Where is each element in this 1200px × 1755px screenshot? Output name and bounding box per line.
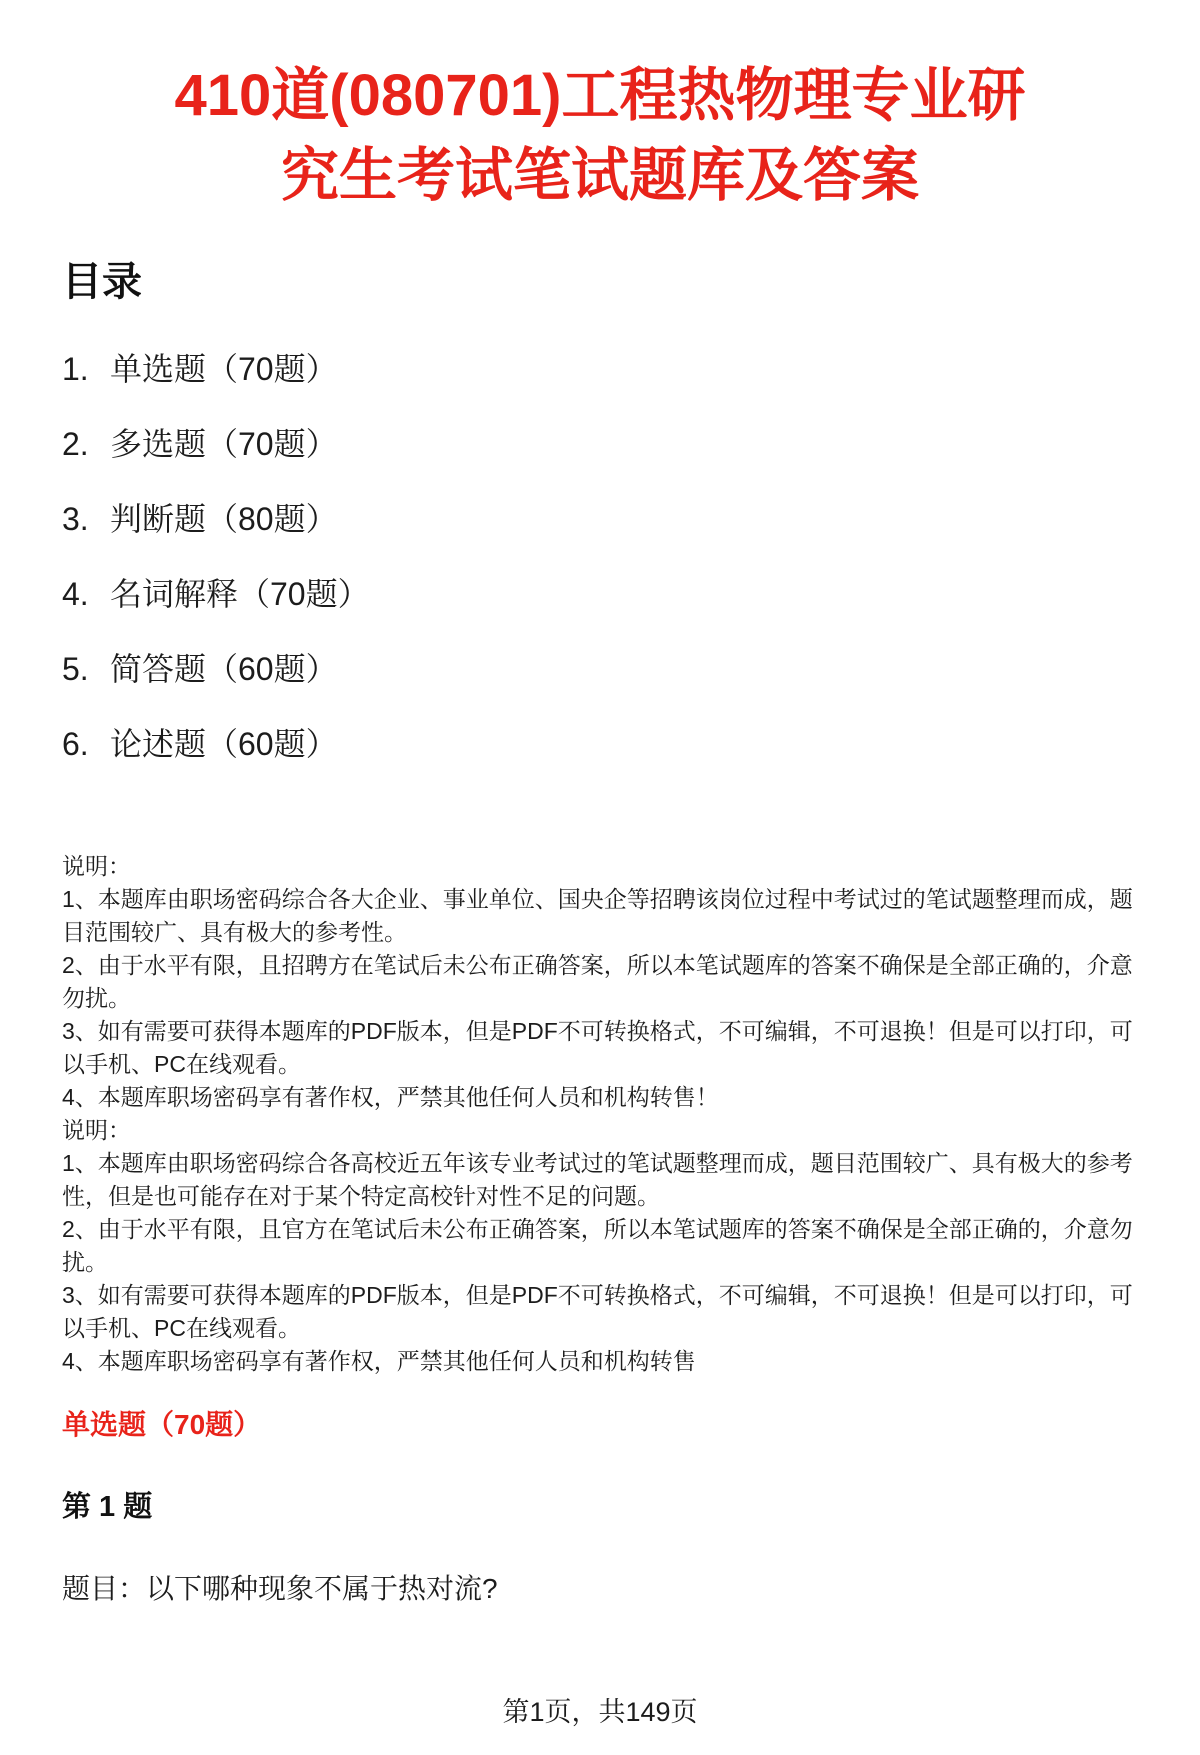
notes-block-2 [62,1114,1138,1378]
toc-item-number: 6. [62,726,89,762]
document-title [62,56,1138,216]
toc-item-label: 论述题（60题） [110,726,338,762]
toc-item-number: 5. [62,651,89,687]
notes-label: 说明： [62,853,131,879]
page-footer: 第1页，共149页 [502,1697,698,1727]
toc-item-label: 多选题（70题） [110,426,338,462]
toc-item-number: 3. [62,501,89,537]
toc-item-label: 单选题（70题） [110,351,338,387]
note-item: 4、本题库职场密码享有著作权，严禁其他任何人员和机构转售 [62,1348,696,1374]
note-item: 1、本题库由职场密码综合各高校近五年该专业考试过的笔试题整理而成，题目范围较广、具有极大的参考性，但是也可能存在对于某个特定高校针对性不足的问题。 [62,1150,1133,1209]
document-title-line1: 410道(080701)工程热物理专业研 [174,63,1026,128]
note-item: 3、如有需要可获得本题库的PDF版本，但是PDF不可转换格式，不可编辑，不可退换！但是可以打印，可以手机、PC在线观看。 [62,1282,1133,1341]
question-text: 题目：以下哪种现象不属于热对流? [62,1573,498,1604]
notes-block-1 [62,850,1138,1114]
notes-label: 说明： [62,1117,131,1143]
note-item: 2、由于水平有限，且招聘方在笔试后未公布正确答案，所以本笔试题库的答案不确保是全部正确的，介意勿扰。 [62,952,1133,1011]
toc-item-essay [62,728,1138,760]
toc-item-single-choice [62,353,1138,385]
note-item: 3、如有需要可获得本题库的PDF版本，但是PDF不可转换格式，不可编辑，不可退换！但是可以打印，可以手机、PC在线观看。 [62,1018,1133,1077]
toc-item-label: 判断题（80题） [110,501,338,537]
note-item: 2、由于水平有限，且官方在笔试后未公布正确答案，所以本笔试题库的答案不确保是全部正确的，介意勿扰。 [62,1216,1133,1275]
document-title-line2: 究生考试笔试题库及答案 [280,143,919,208]
notes-section [62,850,1138,1378]
toc-item-term-explanation [62,578,1138,610]
toc-item-short-answer [62,653,1138,685]
toc-item-number: 2. [62,426,89,462]
toc-item-true-false [62,503,1138,535]
note-item: 4、本题库职场密码享有著作权，严禁其他任何人员和机构转售！ [62,1084,719,1110]
question-number: 第 1 题 [62,1491,153,1523]
toc-item-label: 简答题（60题） [110,651,338,687]
toc-heading: 目录 [62,260,142,304]
toc-item-multi-choice [62,428,1138,460]
toc-item-number: 4. [62,576,89,612]
section-header-single-choice: 单选题（70题） [62,1409,262,1440]
toc-item-label: 名词解释（70题） [110,576,370,612]
toc-list [62,353,1138,760]
toc-item-number: 1. [62,351,89,387]
note-item: 1、本题库由职场密码综合各大企业、事业单位、国央企等招聘该岗位过程中考试过的笔试题整理而成，题目范围较广、具有极大的参考性。 [62,886,1133,945]
